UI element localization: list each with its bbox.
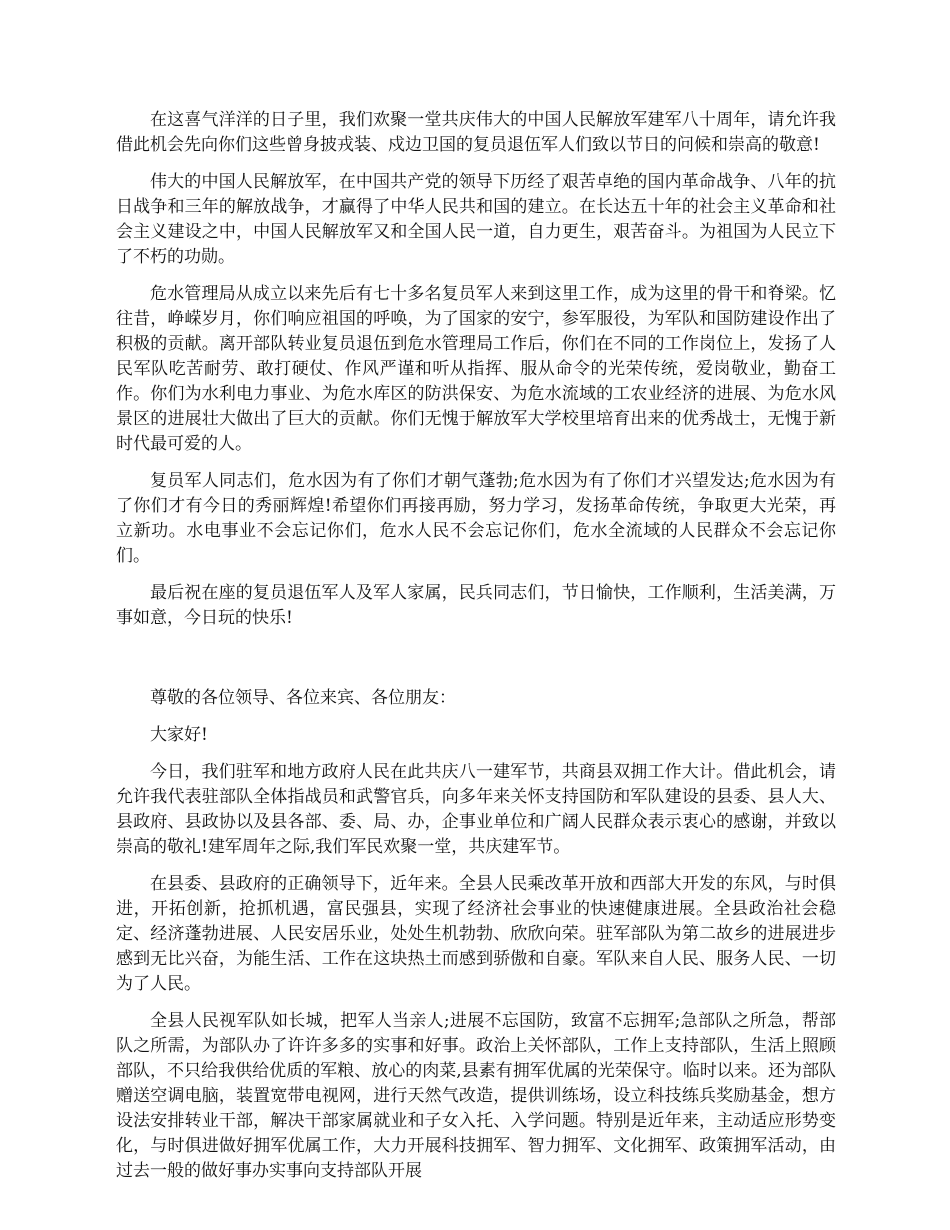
paragraph: 最后祝在座的复员退伍军人及军人家属，民兵同志们，节日愉快，工作顺利，生活美满，万事如意，今日玩的快乐! <box>116 583 836 628</box>
paragraph: 复员军人同志们，危水因为有了你们才朝气蓬勃;危水因为有了你们才兴望发达;危水因为有了你们才有今日的秀丽辉煌!希望你们再接再励，努力学习，发扬革命传统，争取更大光荣，再立新功。水电事业不会忘记你们，危水人民不会忘记你们，危水全流域的人民群众不会忘记你们。 <box>116 471 836 566</box>
section-spacer <box>116 643 836 686</box>
paragraph: 全县人民视军队如长城，把军人当亲人;进展不忘国防，致富不忘拥军;急部队之所急，帮部队之所需，为部队办了许许多多的实事和好事。政治上关怀部队，工作上支持部队，生活上照顾部队，不只给我供给优质的军粮、放心的肉菜,县素有拥军优属的光荣保守。临时以来。还为部队赠送空调电脑，装置宽带电视网，进行天然气改造，提供训练场，设立科技练兵奖励基金，想方设法安排转业干部，解决干部家属就业和子女入托、入学问题。特别是近年来，主动适应形势变化，与时俱进做好拥军优属工作，大力开展科技拥军、智力拥军、文化拥军、政策拥军活动，由过去一般的做好事办实事向支持部队开展 <box>116 1011 836 1181</box>
paragraph: 在这喜气洋洋的日子里，我们欢聚一堂共庆伟大的中国人民解放军建军八十周年，请允许我借此机会先向你们这些曾身披戎装、戍边卫国的复员退伍军人们致以节日的问候和崇高的敬意! <box>116 110 836 155</box>
paragraph: 今日，我们驻军和地方政府人民在此共庆八一建军节，共商县双拥工作大计。借此机会，请允许我代表驻部队全体指战员和武警官兵，向多年来关怀支持国防和军队建设的县委、县人大、县政府、县政协以及县各部、委、局、办，企事业单位和广阔人民群众表示衷心的感谢，并致以崇高的敬礼!建军周年之际,我们军民欢聚一堂，共庆建军节。 <box>116 762 836 857</box>
document-page <box>116 108 836 1196</box>
paragraph: 伟大的中国人民解放军，在中国共产党的领导下历经了艰苦卓绝的国内革命战争、八年的抗日战争和三年的解放战争，才赢得了中华人民共和国的建立。在长达五十年的社会主义革命和社会主义建设之中，中国人民解放军又和全国人民一道，自力更生，艰苦奋斗。为祖国为人民立下了不朽的功勋。 <box>116 172 836 267</box>
greeting: 大家好! <box>150 725 208 745</box>
paragraph: 在县委、县政府的正确领导下，近年来。全县人民乘改革开放和西部大开发的东风，与时俱进，开拓创新，抢抓机遇，富民强县，实现了经济社会事业的快速健康进展。全县政治社会稳定、经济蓬勃进展、人民安居乐业，处处生机勃勃、欣欣向荣。驻军部队为第二故乡的进展进步感到无比兴奋，为能生活、工作在这块热土而感到骄傲和自豪。军队来自人民、服务人民、一切为了人民。 <box>116 874 836 994</box>
salutation: 尊敬的各位领导、各位来宾、各位朋友： <box>150 688 456 708</box>
speech-section-2 <box>116 686 836 1184</box>
paragraph: 危水管理局从成立以来先后有七十多名复员军人来到这里工作，成为这里的骨干和脊梁。忆往昔，峥嵘岁月，你们响应祖国的呼唤，为了国家的安宁，参军服役，为军队和国防建设作出了积极的贡献。离开部队转业复员退伍到危水管理局工作后，你们在不同的工作岗位上，发扬了人民军队吃苦耐劳、敢打硬仗、作风严谨和听从指挥、服从命令的光荣传统，爱岗敬业，勤奋工作。你们为水利电力事业、为危水库区的防洪保安、为危水流域的工农业经济的进展、为危水风景区的进展壮大做出了巨大的贡献。你们无愧于解放军大学校里培育出来的优秀战士，无愧于新时代最可爱的人。 <box>116 284 836 454</box>
speech-section-1 <box>116 108 836 631</box>
